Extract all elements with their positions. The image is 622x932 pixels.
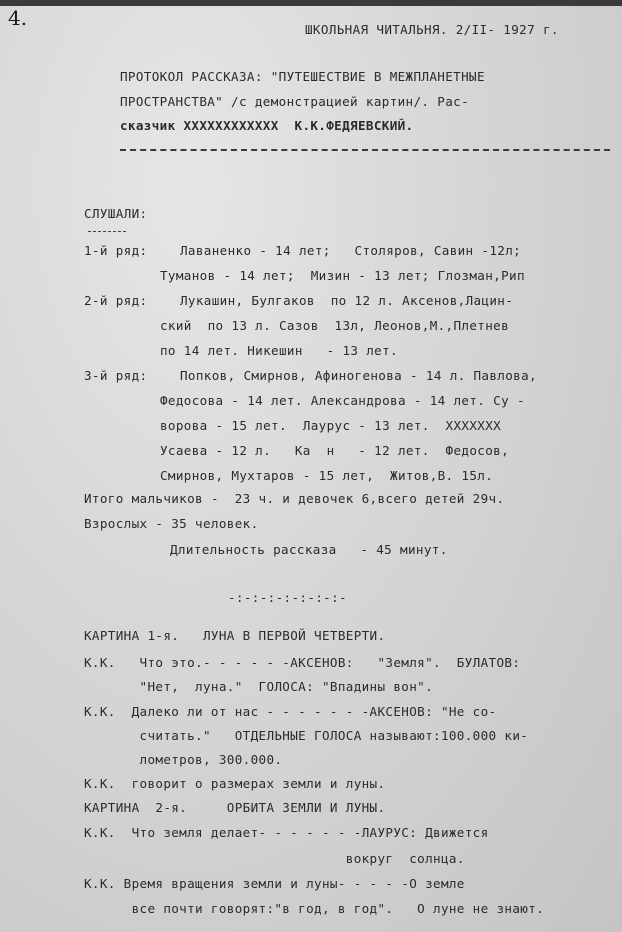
row-text: ский по 13 л. Сазов 13л, Леонов,М.,Плетнев (160, 318, 510, 333)
row-text: Лаваненко - 14 лет; Столяров, Савин -12л; (180, 243, 522, 258)
scene-line: К.К. Время вращения земли и луны- - - - -О земле (84, 876, 465, 891)
scene-line: К.К. Далеко ли от нас - - - - - - -АКСЕНОВ: "Не со- (84, 704, 497, 719)
scene-line: все почти говорят:"в год, в год". О луне не знают. (84, 901, 545, 916)
title-line: сказчик ХХХХХХХХХХХХ К.К.ФЕДЯЕВСКИЙ. (120, 118, 414, 133)
scene-line: "Нет, луна." ГОЛОСА: "Впадины вон". (84, 679, 434, 694)
page-number: 4. (8, 6, 28, 30)
row-text: ворова - 15 лет. Лаурус - 13 лет. ХХХХХХХ (160, 418, 502, 433)
document-header: ШКОЛЬНАЯ ЧИТАЛЬНЯ. 2/II- 1927 г. (305, 22, 559, 37)
row-text: Попков, Смирнов, Афиногенова - 14 л. Павлова, (180, 368, 537, 383)
title-separator (120, 149, 610, 151)
heading-underline (88, 231, 126, 232)
row-label: 1-й ряд: (84, 243, 148, 258)
row-text: Смирнов, Мухтаров - 15 лет, Житов,В. 15л. (160, 468, 494, 483)
section-separator: -:-:-:-:-:-:-:- (228, 590, 347, 605)
scene-line: лометров, 300.000. (84, 752, 283, 767)
row-label: 3-й ряд: (84, 368, 148, 383)
row-text: Туманов - 14 лет; Мизин - 13 лет; Глозман,Рип (160, 268, 525, 283)
row-text: Усаева - 12 л. Ка н - 12 лет. Федосов, (160, 443, 510, 458)
totals-line: Итого мальчиков - 23 ч. и девочек 6,всего детей 29ч. (84, 491, 505, 506)
scene-line: считать." ОТДЕЛЬНЫЕ ГОЛОСА называют:100.000 ки- (84, 728, 529, 743)
totals-line: Взрослых - 35 человек. (84, 516, 259, 531)
scene-heading: КАРТИНА 1-я. ЛУНА В ПЕРВОЙ ЧЕТВЕРТИ. (84, 628, 386, 643)
title-line: ПРОСТРАНСТВА" /с демонстрацией картин/. Рас- (120, 94, 470, 109)
listeners-heading: СЛУШАЛИ: (84, 206, 148, 221)
duration-line: Длительность рассказа - 45 минут. (170, 542, 448, 557)
row-text: по 14 лет. Никешин - 13 лет. (160, 343, 398, 358)
row-text: Лукашин, Булгаков по 12 л. Аксенов,Лацин- (180, 293, 514, 308)
scene-line: К.К. Что земля делает- - - - - - -ЛАУРУС: Движется (84, 825, 489, 840)
row-label: 2-й ряд: (84, 293, 148, 308)
top-edge-shadow (0, 0, 622, 6)
scene-line: К.К. Что это.- - - - - -АКСЕНОВ: "Земля". БУЛАТОВ: (84, 655, 521, 670)
scene-line: К.К. говорит о размерах земли и луны. (84, 776, 386, 791)
row-text: Федосова - 14 лет. Александрова - 14 лет. Су - (160, 393, 525, 408)
scene-heading: КАРТИНА 2-я. ОРБИТА ЗЕМЛИ И ЛУНЫ. (84, 800, 386, 815)
scene-line: вокруг солнца. (84, 851, 465, 866)
title-line: ПРОТОКОЛ РАССКАЗА: "ПУТЕШЕСТВИЕ В МЕЖПЛАНЕТНЫЕ (120, 69, 485, 84)
